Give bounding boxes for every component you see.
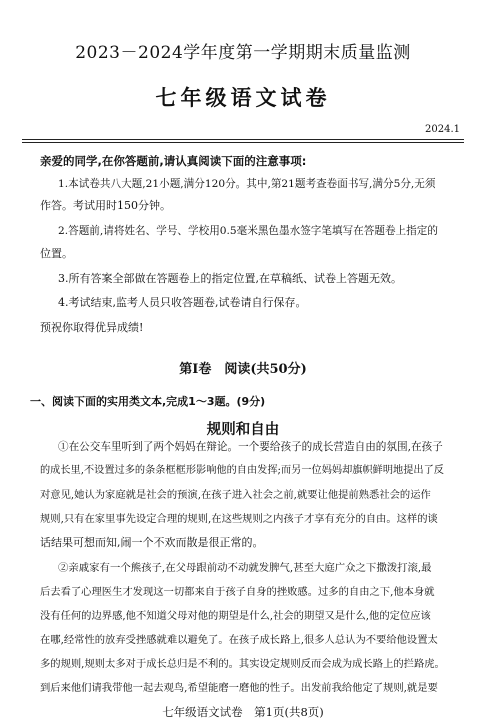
article-line: ②亲戚家有一个熊孩子,在父母跟前动不动就发脾气,甚至大庭广众之下撒泼打滚,最 — [58, 562, 432, 574]
part-title: 第Ⅰ卷 阅读(共50分) — [179, 362, 307, 377]
header-divider-thin — [22, 142, 464, 143]
notice-line: 作答。考试用时150分钟。 — [40, 199, 171, 212]
article-line: 在哪,经常性的放弃受挫感就难以避免了。在孩子成长路上,很多人总认为不要给他设置太 — [40, 634, 438, 646]
article-line: 到后来他们请我带他一起去观鸟,希望能磨一磨他的性子。出发前我给他定了规则,就是要 — [40, 682, 438, 694]
article-line: 规则,只有在家里事先设定合理的规则,在这些规则之内孩子才享有充分的自由。这样的谈 — [40, 513, 438, 525]
notice-line: 位置。 — [40, 247, 73, 260]
article-line: 多的规则,规则太多对于成长总归是不利的。其实设定规则反而会成为成长路上的拦路虎。 — [40, 658, 445, 670]
exam-date: 2024.1 — [425, 124, 460, 135]
notice-line: 2.答题前,请将姓名、学号、学校用0.5毫米黑色墨水签字笔填写在答题卷上指定的 — [58, 225, 438, 237]
header-divider — [22, 139, 464, 140]
notice-line: 4.考试结束,监考人员只收答题卷,试卷请自行保存。 — [58, 296, 307, 309]
question-instruction: 一、阅读下面的实用类文本,完成1～3题。(9分) — [30, 395, 266, 408]
notice-heading: 亲爱的同学,在你答题前,请认真阅读下面的注意事项: — [40, 154, 307, 168]
notice-line: 3.所有答案全部做在答题卷上的指定位置,在草稿纸、试卷上答题无效。 — [58, 272, 402, 285]
article-line: 没有任何的边界感,他不知道父母对他的期望是什么,社会的期望又是什么,他的定位应该 — [40, 610, 431, 622]
article-line: 话结果可想而知,闹一个不欢而散是很正常的。 — [40, 536, 264, 549]
exam-title: 2023－2024学年度第一学期期末质量监测 — [75, 43, 411, 63]
page-footer: 七年级语文试卷 第1页(共8页) — [162, 705, 324, 719]
notice-line: 1.本试卷共八大题,21小题,满分120分。其中,第21题考查卷面书写,满分5分,无须 — [58, 178, 436, 190]
article-line: 对意见,她认为家庭就是社会的预演,在孩子进入社会之前,就要让他提前熟悉社会的运作 — [40, 489, 431, 501]
article-title: 规则和自由 — [206, 421, 280, 438]
notice-closing: 预祝你取得优异成绩! — [40, 321, 144, 334]
paper-title: 七年级语文试卷 — [155, 85, 331, 110]
article-line: ①在公交车里听到了两个妈妈在辩论。一个要给孩子的成长营造自由的氛围,在孩子 — [58, 441, 443, 453]
article-line: 后去看了心理医生才发现这一切都来自于孩子自身的挫败感。过多的自由之下,他本身就 — [40, 586, 435, 598]
article-line: 的成长里,不设置过多的条条框框形影响他的自由发挥;而另一位妈妈却旗帜鲜明地提出了反 — [40, 465, 444, 476]
